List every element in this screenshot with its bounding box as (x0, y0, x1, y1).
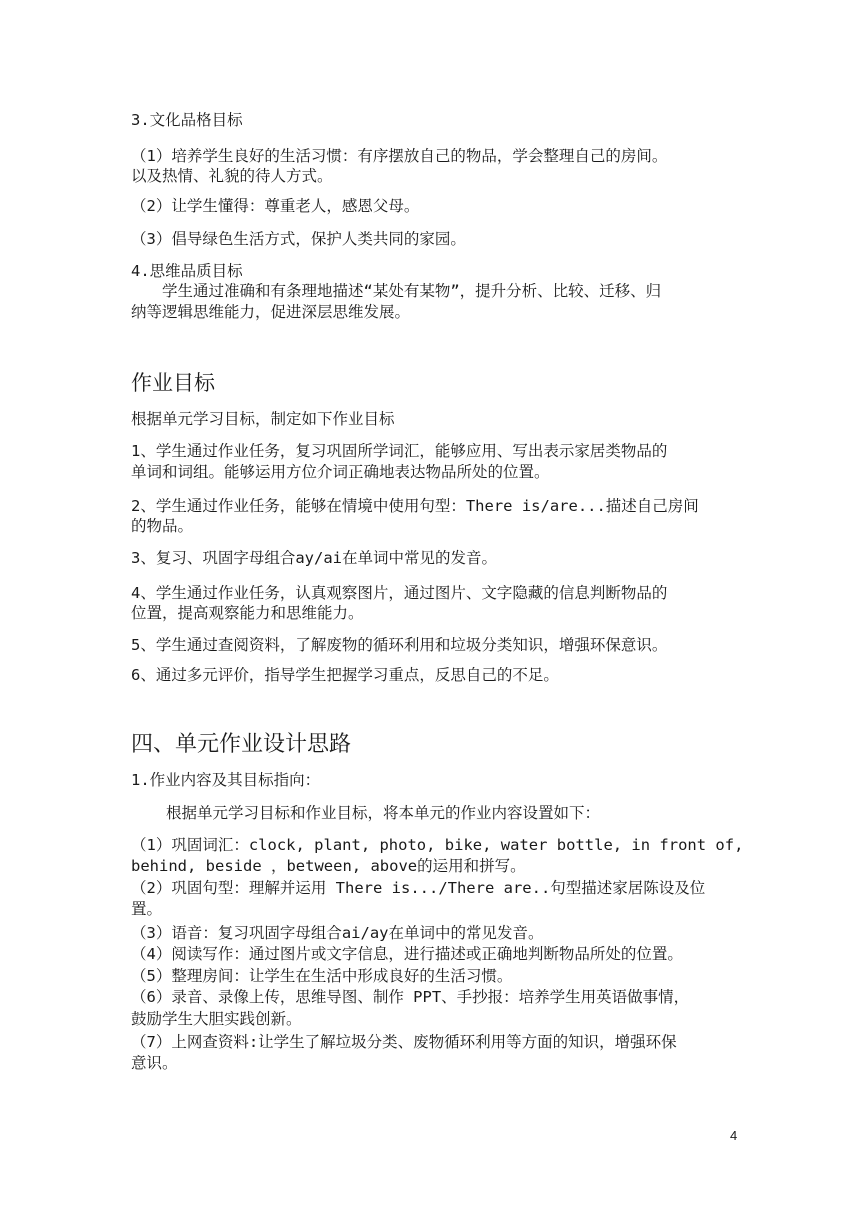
content-2-line-1: （2）巩固句型：理解并运用 There is.../There are..句型描述家居陈设及位 (131, 879, 706, 897)
content-2-line-2: 置。 (131, 900, 163, 918)
goal-1-line-1: 1、学生通过作业任务，复习巩固所学词汇，能够应用、写出表示家居类物品的 (131, 442, 668, 460)
homework-goals-intro: 根据单元学习目标，制定如下作业目标 (131, 410, 395, 428)
goal-2-line-1: 2、学生通过作业任务，能够在情境中使用句型：There is/are...描述自己房间 (131, 497, 699, 515)
culture-item-2: （2）让学生懂得：尊重老人，感恩父母。 (131, 197, 420, 215)
page-number: 4 (730, 1128, 738, 1143)
goal-2-line-2: 的物品。 (131, 517, 194, 535)
design-intro: 根据单元学习目标和作业目标，将本单元的作业内容设置如下： (166, 804, 601, 822)
content-6-line-2: 鼓励学生大胆实践创新。 (131, 1010, 302, 1028)
design-title: 四、单元作业设计思路 (131, 732, 352, 757)
content-6-line-1: （6）录音、录像上传，思维导图、制作 PPT、手抄报：培养学生用英语做事情， (131, 988, 690, 1006)
culture-item-3: （3）倡导绿色生活方式，保护人类共同的家园。 (131, 230, 466, 248)
goal-4-line-1: 4、学生通过作业任务，认真观察图片，通过图片、文字隐藏的信息判断物品的 (131, 584, 668, 602)
thinking-heading: 4.思维品质目标 (131, 262, 243, 280)
content-7-line-1: （7）上网查资料:让学生了解垃圾分类、废物循环利用等方面的知识，增强环保 (131, 1033, 677, 1051)
content-1-line-2: behind, beside ，between, above的运用和拼写。 (131, 857, 526, 875)
culture-heading: 3.文化品格目标 (131, 111, 243, 129)
content-5: （5）整理房间：让学生在生活中形成良好的生活习惯。 (131, 967, 513, 985)
goal-1-line-2: 单词和词组。能够运用方位介词正确地表达物品所处的位置。 (131, 463, 550, 481)
content-3: （3）语音：复习巩固字母组合ai/ay在单词中的常见发音。 (131, 924, 544, 942)
culture-item-1-line-2: 以及热情、礼貌的待人方式。 (131, 167, 333, 185)
content-7-line-2: 意识。 (131, 1054, 178, 1072)
content-4: （4）阅读写作：通过图片或文字信息，进行描述或正确地判断物品所处的位置。 (131, 945, 683, 963)
goal-3: 3、复习、巩固字母组合ay/ai在单词中常见的发音。 (131, 549, 497, 567)
goal-5: 5、学生通过查阅资料，了解废物的循环利用和垃圾分类知识，增强环保意识。 (131, 636, 668, 654)
goal-4-line-2: 位置，提高观察能力和思维能力。 (131, 604, 364, 622)
homework-goals-title: 作业目标 (131, 371, 215, 395)
culture-item-1-line-1: （1）培养学生良好的生活习惯：有序摆放自己的物品，学会整理自己的房间。 (131, 147, 668, 165)
thinking-line-1: 学生通过准确和有条理地描述“某处有某物”，提升分析、比较、迁移、归 (162, 282, 662, 300)
content-1-line-1: （1）巩固词汇：clock, plant, photo, bike, water bottle, in front of, (131, 836, 744, 854)
design-sub-1: 1.作业内容及其目标指向： (131, 771, 321, 789)
goal-6: 6、通过多元评价，指导学生把握学习重点，反思自己的不足。 (131, 666, 559, 684)
thinking-line-2: 纳等逻辑思维能力，促进深层思维发展。 (131, 303, 411, 321)
